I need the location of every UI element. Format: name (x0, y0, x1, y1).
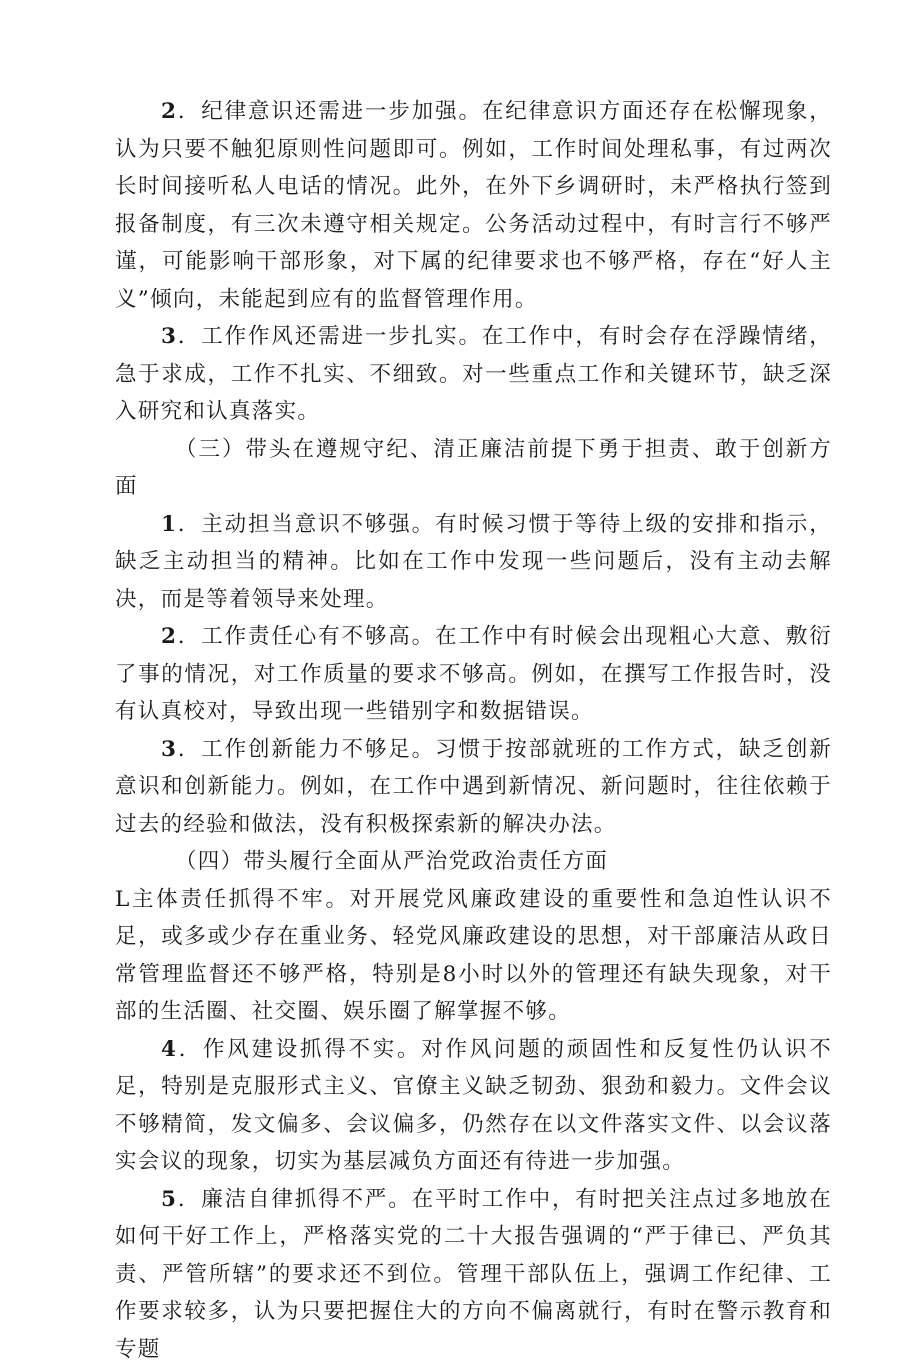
paragraph-text: ．纪律意识还需进一步加强。在纪律意识方面还存在松懈现象，认为只要不触犯原则性问题即可。例如，工作时间处理私事，有过两次长时间接听私人电话的情况。此外，在外下乡调研时，未严格执行签到报备制度，有三次未遵守相关规定。公务活动过程中，有时言行不够严谨，可能影响干部形象，对下属的纪律要求也不够严格，存在“好人主义”倾向，未能起到应有的监督管理作用。 (115, 99, 832, 312)
paragraph-main-responsibility: L主体责任抓得不牢。对开展党风廉政建设的重要性和急迫性认识不足，或多或少存在重业务、轻党风廉政建设的思想，对干部廉洁从政日常管理监督还不够严格，特别是8小时以外的管理还有缺失现象，对干部的生活圈、社交圈、娱乐圈了解掌握不够。 (115, 881, 832, 1031)
item-number: 1 (161, 512, 177, 537)
item-number: 2 (161, 99, 177, 124)
paragraph-self-discipline (115, 1181, 832, 1368)
paragraph-style-building (115, 1031, 832, 1181)
paragraph-text: ．工作作风还需进一步扎实。在工作中，有时会存在浮躁情绪，急于求成，工作不扎实、不细致。对一些重点工作和关键环节，缺乏深入研究和认真落实。 (115, 324, 832, 424)
paragraph-responsibility (115, 618, 832, 731)
paragraph-initiative (115, 506, 832, 619)
paragraph-text: ．廉洁自律抓得不严。在平时工作中，有时把关注点过多地放在如何干好工作上，严格落实党的二十大报告强调的“严于律已、严负其责、严管所辖”的要求还不到位。管理干部队伍上，强调工作纪律、工作要求较多，认为只要把握住大的方向不偏离就行，有时在警示教育和专题 (115, 1187, 832, 1362)
section-heading-3: （三）带头在遵规守纪、清正廉洁前提下勇于担责、敢于创新方面 (115, 431, 832, 506)
paragraph-discipline-awareness (115, 93, 832, 318)
item-number: 3 (161, 737, 177, 762)
item-number: 5 (161, 1187, 177, 1212)
section-heading-4: （四）带头履行全面从严治党政治责任方面 (115, 843, 832, 881)
item-number: 4 (161, 1037, 177, 1062)
item-number: 2 (161, 624, 177, 649)
paragraph-text: ．作风建设抓得不实。对作风问题的顽固性和反复性仍认识不足，特别是克服形式主义、官僚主义缺乏韧劲、狠劲和毅力。文件会议不够精简，发文偏多、会议偏多，仍然存在以文件落实文件、以会议落实会议的现象，切实为基层减负方面还有待进一步加强。 (115, 1037, 832, 1175)
paragraph-work-style (115, 318, 832, 431)
item-number: 3 (161, 324, 177, 349)
paragraph-innovation (115, 731, 832, 844)
paragraph-text: ．工作责任心有不够高。在工作中有时候会出现粗心大意、敷衍了事的情况，对工作质量的要求不够高。例如，在撰写工作报告时，没有认真校对，导致出现一些错别字和数据错误。 (115, 624, 832, 724)
paragraph-text: ．工作创新能力不够足。习惯于按部就班的工作方式，缺乏创新意识和创新能力。例如，在工作中遇到新情况、新问题时，往往依赖于过去的经验和做法，没有积极探索新的解决办法。 (115, 737, 832, 837)
paragraph-text: ．主动担当意识不够强。有时候习惯于等待上级的安排和指示，缺乏主动担当的精神。比如在工作中发现一些问题后，没有主动去解决，而是等着领导来处理。 (115, 512, 832, 612)
